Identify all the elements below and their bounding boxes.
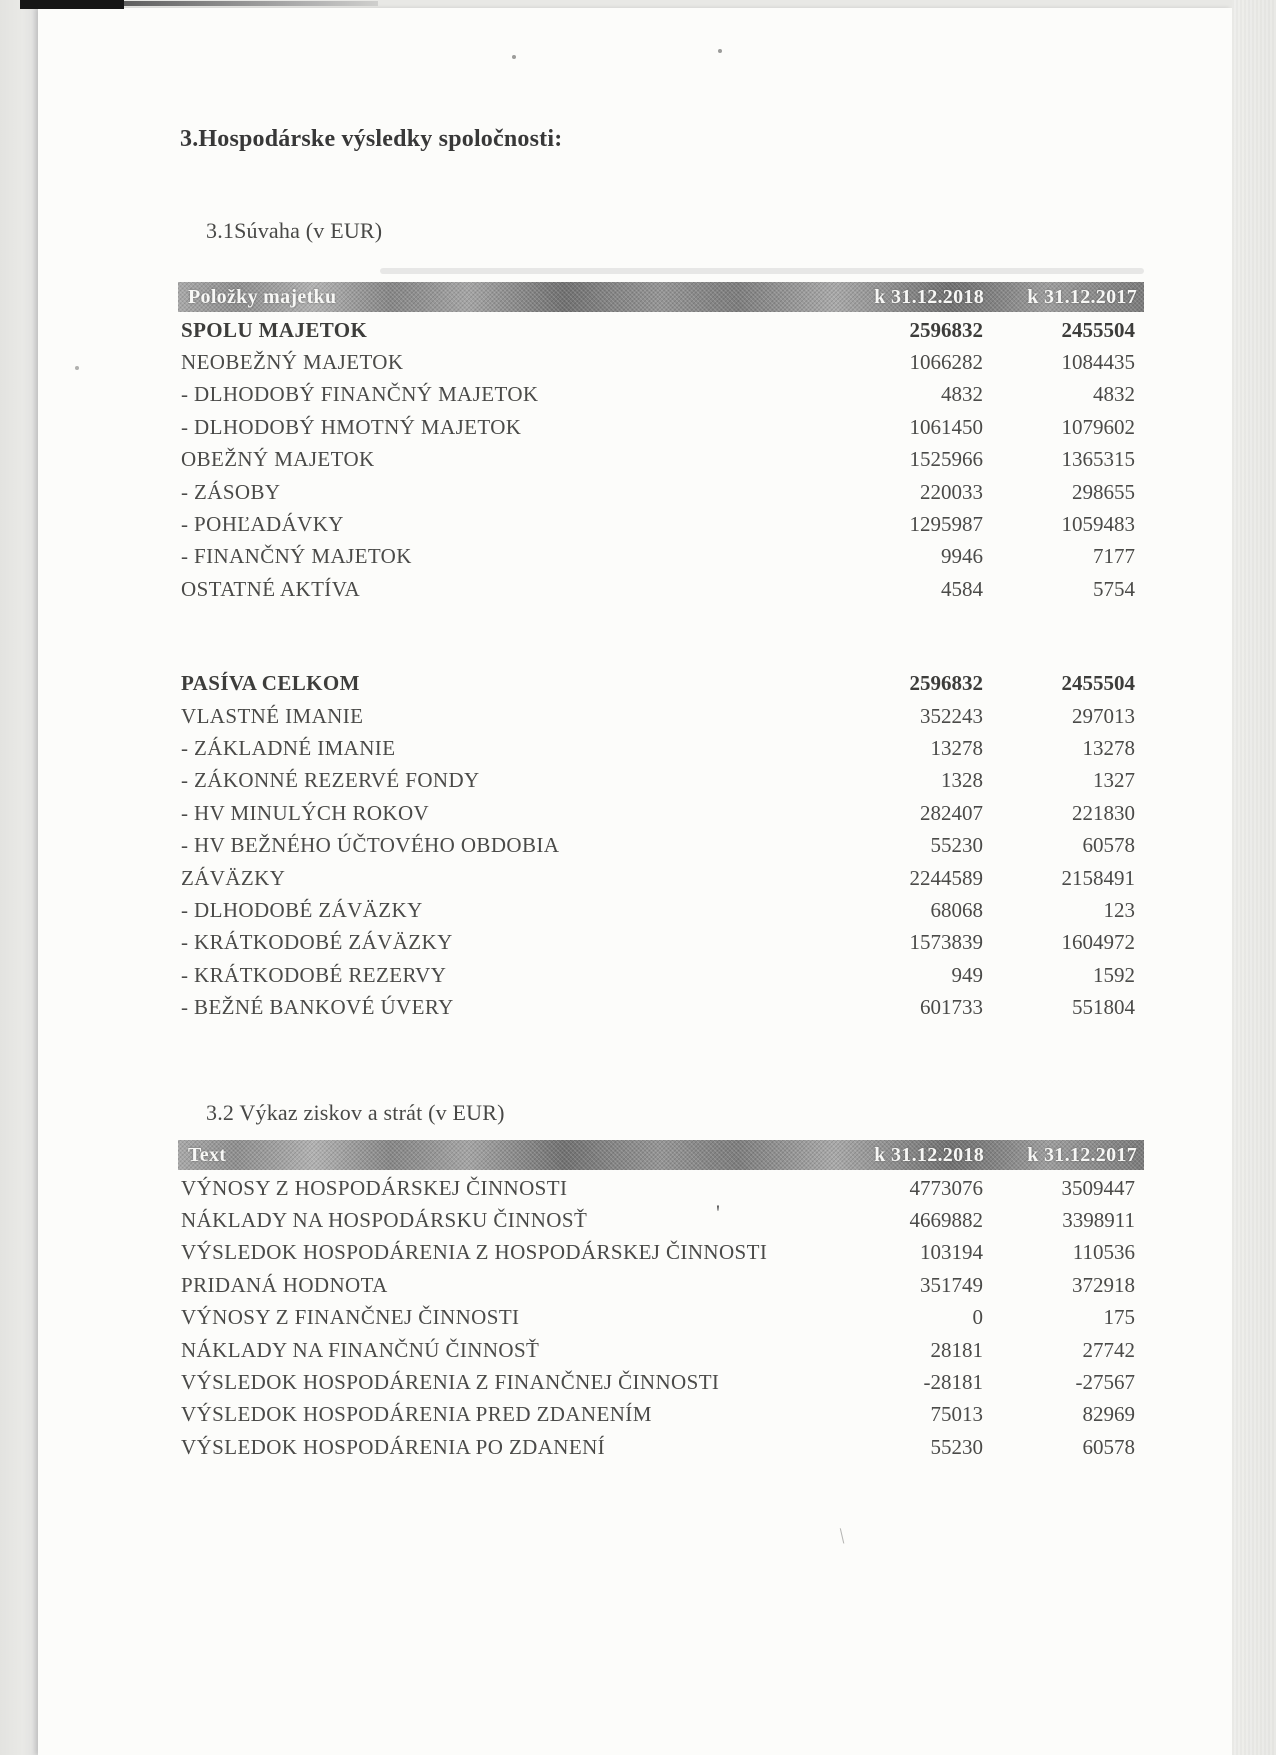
value-2017: 1084435 xyxy=(1061,350,1135,375)
value-2018: 220033 xyxy=(920,479,983,504)
value-2017: 1365315 xyxy=(1061,447,1135,472)
table-row xyxy=(178,1431,1144,1463)
row-label: OBEŽNÝ MAJETOK xyxy=(181,447,375,472)
value-2018: 1525966 xyxy=(909,447,983,472)
scan-artifact-apostrophe: ' xyxy=(716,1200,720,1225)
row-label: - ZÁSOBY xyxy=(181,479,281,504)
row-label: NÁKLADY NA FINANČNÚ ČINNOSŤ xyxy=(181,1337,540,1362)
value-2017: 1604972 xyxy=(1061,930,1135,955)
row-label: VÝSLEDOK HOSPODÁRENIA Z FINANČNEJ ČINNOSTI xyxy=(181,1370,720,1395)
table-row xyxy=(178,411,1144,443)
table-row xyxy=(178,508,1144,540)
value-2018: -28181 xyxy=(923,1370,983,1395)
table-row xyxy=(178,444,1144,476)
value-2017: 5754 xyxy=(1093,576,1135,601)
value-2017: 372918 xyxy=(1072,1272,1135,1297)
value-2018: 949 xyxy=(951,962,983,987)
value-2017: 298655 xyxy=(1072,479,1135,504)
value-2018: 1295987 xyxy=(909,512,983,537)
value-2018: 2244589 xyxy=(909,865,983,890)
income-statement-heading: 3.2 Výkaz ziskov a strát (v EUR) xyxy=(206,1100,505,1125)
value-2017: 551804 xyxy=(1072,995,1135,1020)
table-row xyxy=(178,732,1144,764)
page-title: 3.Hospodárske výsledky spoločnosti: xyxy=(180,126,563,152)
table-row xyxy=(178,927,1144,959)
value-2017: 1059483 xyxy=(1061,512,1135,537)
value-2017: 123 xyxy=(1103,897,1135,922)
row-label: - BEŽNÉ BANKOVÉ ÚVERY xyxy=(181,995,454,1020)
value-2017: 27742 xyxy=(1082,1337,1135,1362)
value-2018: 4584 xyxy=(941,576,983,601)
value-2018: 1573839 xyxy=(909,930,983,955)
value-2017: 60578 xyxy=(1082,833,1135,858)
value-2018: 351749 xyxy=(920,1272,983,1297)
value-2017: 1079602 xyxy=(1061,414,1135,439)
income-statement-table-body xyxy=(178,1170,1144,1464)
balance-sheet-table xyxy=(178,282,1144,1024)
value-2018: 0 xyxy=(972,1305,983,1330)
table-row xyxy=(178,1237,1144,1269)
value-2017: 2158491 xyxy=(1061,865,1135,890)
scan-artifact-ghost-line xyxy=(380,268,1144,274)
row-label: SPOLU MAJETOK xyxy=(181,317,368,342)
column-header-2018: k 31.12.2018 xyxy=(874,1143,984,1166)
table-row xyxy=(178,797,1144,829)
income-statement-table-header xyxy=(178,1140,1144,1170)
value-2018: 55230 xyxy=(930,1434,983,1459)
row-label: PASÍVA CELKOM xyxy=(181,671,360,696)
scan-artifact-dot xyxy=(718,49,722,53)
table-row xyxy=(178,1302,1144,1334)
table-row xyxy=(178,1204,1144,1236)
row-label: - FINANČNÝ MAJETOK xyxy=(181,544,412,569)
value-2018: 4832 xyxy=(941,382,983,407)
scan-artifact-dot xyxy=(512,55,516,59)
table-row xyxy=(178,314,1144,346)
value-2017: 60578 xyxy=(1082,1434,1135,1459)
value-2017: 175 xyxy=(1103,1305,1135,1330)
value-2018: 4669882 xyxy=(909,1208,983,1233)
scan-artifact-stray-mark: \ xyxy=(837,1522,847,1549)
row-label: - KRÁTKODOBÉ ZÁVÄZKY xyxy=(181,930,453,955)
value-2018: 1328 xyxy=(941,768,983,793)
value-2018: 1066282 xyxy=(909,350,983,375)
row-label: - HV MINULÝCH ROKOV xyxy=(181,800,430,825)
row-label: VÝSLEDOK HOSPODÁRENIA PRED ZDANENÍM xyxy=(181,1402,652,1427)
table-row xyxy=(178,1269,1144,1301)
table-row xyxy=(178,346,1144,378)
value-2017: 297013 xyxy=(1072,703,1135,728)
scan-artifact-black-bar xyxy=(20,0,124,9)
row-label: - DLHODOBÉ ZÁVÄZKY xyxy=(181,897,423,922)
value-2017: 13278 xyxy=(1082,735,1135,760)
scan-artifact-dot xyxy=(75,366,79,370)
scan-right-margin xyxy=(1232,0,1276,1755)
row-label: NÁKLADY NA HOSPODÁRSKU ČINNOSŤ xyxy=(181,1208,588,1233)
value-2018: 4773076 xyxy=(909,1175,983,1200)
balance-sheet-table-header xyxy=(178,282,1144,312)
table-row xyxy=(178,476,1144,508)
value-2018: 55230 xyxy=(930,833,983,858)
balance-sheet-heading: 3.1Súvaha (v EUR) xyxy=(206,218,383,243)
row-label: PRIDANÁ HODNOTA xyxy=(181,1272,388,1297)
value-2017: 1592 xyxy=(1093,962,1135,987)
table-row xyxy=(178,1172,1144,1204)
value-2018: 28181 xyxy=(930,1337,983,1362)
column-header-items: Položky majetku xyxy=(188,285,337,308)
value-2017: 3509447 xyxy=(1061,1175,1135,1200)
table-row xyxy=(178,573,1144,605)
value-2018: 13278 xyxy=(930,735,983,760)
income-statement-table xyxy=(178,1140,1144,1464)
value-2018: 103194 xyxy=(920,1240,983,1265)
value-2017: 3398911 xyxy=(1062,1208,1135,1233)
column-header-2017: k 31.12.2017 xyxy=(1027,1143,1137,1166)
table-row xyxy=(178,862,1144,894)
table-row xyxy=(178,541,1144,573)
row-label: - ZÁKONNÉ REZERVÉ FONDY xyxy=(181,768,480,793)
value-2018: 1061450 xyxy=(909,414,983,439)
value-2017: 2455504 xyxy=(1061,671,1135,696)
balance-sheet-table-body xyxy=(178,312,1144,1024)
column-header-2018: k 31.12.2018 xyxy=(874,285,984,308)
row-label: - ZÁKLADNÉ IMANIE xyxy=(181,735,396,760)
row-label: - DLHODOBÝ HMOTNÝ MAJETOK xyxy=(181,414,522,439)
row-label: - POHĽADÁVKY xyxy=(181,512,344,537)
value-2017: 110536 xyxy=(1072,1240,1135,1265)
value-2018: 282407 xyxy=(920,800,983,825)
table-row xyxy=(178,700,1144,732)
value-2018: 75013 xyxy=(930,1402,983,1427)
table-row xyxy=(178,991,1144,1023)
value-2017: 2455504 xyxy=(1061,317,1135,342)
row-label: VÝNOSY Z HOSPODÁRSKEJ ČINNOSTI xyxy=(181,1175,568,1200)
table-row xyxy=(178,765,1144,797)
row-label: ZÁVÄZKY xyxy=(181,865,286,890)
row-label: - DLHODOBÝ FINANČNÝ MAJETOK xyxy=(181,382,539,407)
value-2018: 68068 xyxy=(930,897,983,922)
scan-artifact-gray-line xyxy=(124,1,378,6)
column-header-text: Text xyxy=(188,1143,227,1166)
table-row xyxy=(178,1366,1144,1398)
row-label: VÝSLEDOK HOSPODÁRENIA Z HOSPODÁRSKEJ ČINNOSTI xyxy=(181,1240,768,1265)
scan-left-margin xyxy=(0,0,38,1755)
value-2018: 601733 xyxy=(920,995,983,1020)
row-label: VLASTNÉ IMANIE xyxy=(181,703,364,728)
value-2017: 82969 xyxy=(1082,1402,1135,1427)
row-label: OSTATNÉ AKTÍVA xyxy=(181,576,361,601)
table-row xyxy=(178,668,1144,700)
column-header-2017: k 31.12.2017 xyxy=(1027,285,1137,308)
table-row xyxy=(178,829,1144,861)
table-row xyxy=(178,1334,1144,1366)
table-row xyxy=(178,894,1144,926)
value-2018: 352243 xyxy=(920,703,983,728)
row-label: - HV BEŽNÉHO ÚČTOVÉHO OBDOBIA xyxy=(181,833,560,858)
table-row xyxy=(178,1399,1144,1431)
value-2017: -27567 xyxy=(1075,1370,1135,1395)
row-label: - KRÁTKODOBÉ REZERVY xyxy=(181,962,447,987)
row-label: VÝSLEDOK HOSPODÁRENIA PO ZDANENÍ xyxy=(181,1434,606,1459)
value-2018: 2596832 xyxy=(909,317,983,342)
value-2018: 2596832 xyxy=(909,671,983,696)
value-2017: 4832 xyxy=(1093,382,1135,407)
table-row xyxy=(178,379,1144,411)
value-2017: 7177 xyxy=(1093,544,1135,569)
value-2017: 1327 xyxy=(1093,768,1135,793)
value-2017: 221830 xyxy=(1072,800,1135,825)
row-label: VÝNOSY Z FINANČNEJ ČINNOSTI xyxy=(181,1305,520,1330)
value-2018: 9946 xyxy=(941,544,983,569)
table-row xyxy=(178,959,1144,991)
row-label: NEOBEŽNÝ MAJETOK xyxy=(181,350,404,375)
